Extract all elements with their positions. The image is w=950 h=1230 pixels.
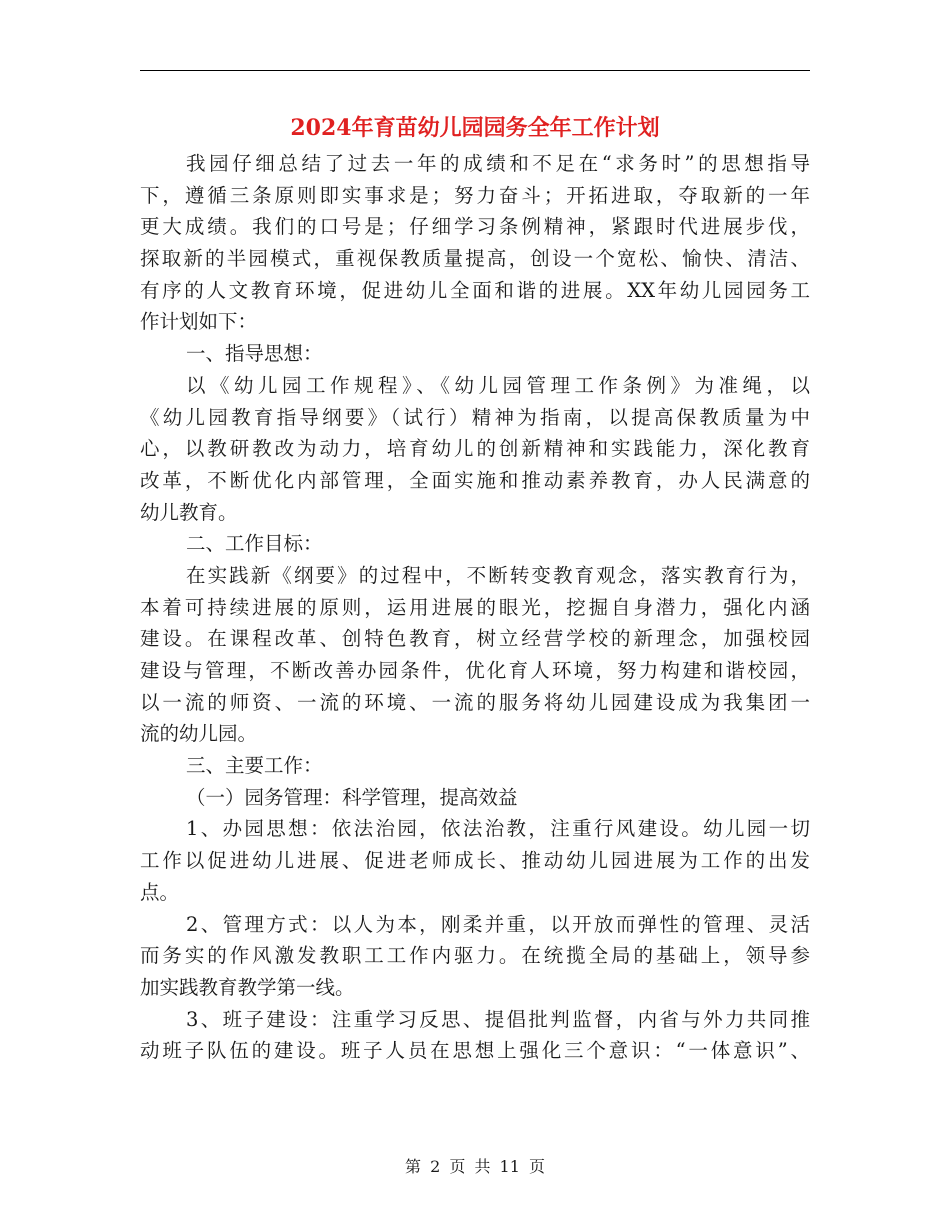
text-line: 以《幼儿园工作规程》、《幼儿园管理工作条例》为准绳，以 bbox=[186, 373, 810, 397]
text-line: 下，遵循三条原则即实事求是；努力奋斗；开拓进取，夺取新的一年 bbox=[140, 183, 810, 207]
subsection-heading: （一）园务管理：科学管理，提高效益 bbox=[186, 785, 518, 809]
text-line: 在实践新《纲要》的过程中，不断转变教育观念，落实教育行为， bbox=[186, 563, 810, 587]
text-line: 《幼儿园教育指导纲要》（试行）精神为指南，以提高保教质量为中 bbox=[140, 405, 810, 429]
section-heading: 一、指导思想： bbox=[186, 342, 323, 366]
text-line: 点。 bbox=[140, 880, 180, 904]
header-rule bbox=[140, 70, 810, 71]
text-line: 心，以教研教改为动力，培育幼儿的创新精神和实践能力，深化教育 bbox=[140, 437, 810, 461]
text-line: 1、办园思想：依法治园，依法治教，注重行风建设。幼儿园一切 bbox=[186, 817, 810, 841]
text-line: 更大成绩。我们的口号是；仔细学习条例精神，紧跟时代进展步伐， bbox=[140, 215, 810, 239]
text-line: 3、班子建设：注重学习反思、提倡批判监督，内省与外力共同推 bbox=[186, 1007, 810, 1031]
text-line: 建设与管理，不断改善办园条件，优化育人环境，努力构建和谐校园， bbox=[140, 659, 810, 682]
text-line: 探取新的半园模式，重视保教质量提高，创设一个宽松、愉快、清洁、 bbox=[140, 247, 810, 271]
text-line: 以一流的师资、一流的环境、一流的服务将幼儿园建设成为我集团一 bbox=[140, 690, 810, 714]
text-line: 本着可持续进展的原则，运用进展的眼光，挖掘自身潜力，强化内涵 bbox=[140, 595, 810, 619]
text-line: 有序的人文教育环境，促进幼儿全面和谐的进展。XX年幼儿园园务工 bbox=[140, 278, 810, 302]
section-heading: 三、主要工作： bbox=[186, 754, 323, 778]
text-line: 动班子队伍的建设。班子人员在思想上强化三个意识：“一体意识”、 bbox=[140, 1039, 810, 1063]
document-title: 2024年育苗幼儿园园务全年工作计划 bbox=[290, 115, 660, 141]
text-line: 我园仔细总结了过去一年的成绩和不足在“求务时”的思想指导 bbox=[186, 152, 810, 175]
page-number-footer: 第 2 页 共 11 页 bbox=[405, 1157, 545, 1176]
text-line: 流的幼儿园。 bbox=[140, 722, 258, 746]
text-line: 建设。在课程改革、创特色教育，树立经营学校的新理念，加强校园 bbox=[140, 627, 810, 651]
text-line: 加实践教育教学第一线。 bbox=[140, 975, 355, 999]
text-line: 幼儿教育。 bbox=[140, 500, 238, 524]
text-line: 作计划如下： bbox=[140, 310, 258, 334]
text-line: 而务实的作风激发教职工工作内驱力。在统揽全局的基础上，领导参 bbox=[140, 944, 810, 968]
document-body bbox=[140, 148, 810, 1067]
section-heading: 二、工作目标： bbox=[186, 532, 323, 556]
text-line: 改革，不断优化内部管理，全面实施和推动素养教育，办人民满意的 bbox=[140, 468, 810, 492]
text-line: 工作以促进幼儿进展、促进老师成长、推动幼儿园进展为工作的出发 bbox=[140, 849, 810, 873]
text-line: 2、管理方式：以人为本，刚柔并重，以开放而弹性的管理、灵活 bbox=[186, 912, 810, 936]
